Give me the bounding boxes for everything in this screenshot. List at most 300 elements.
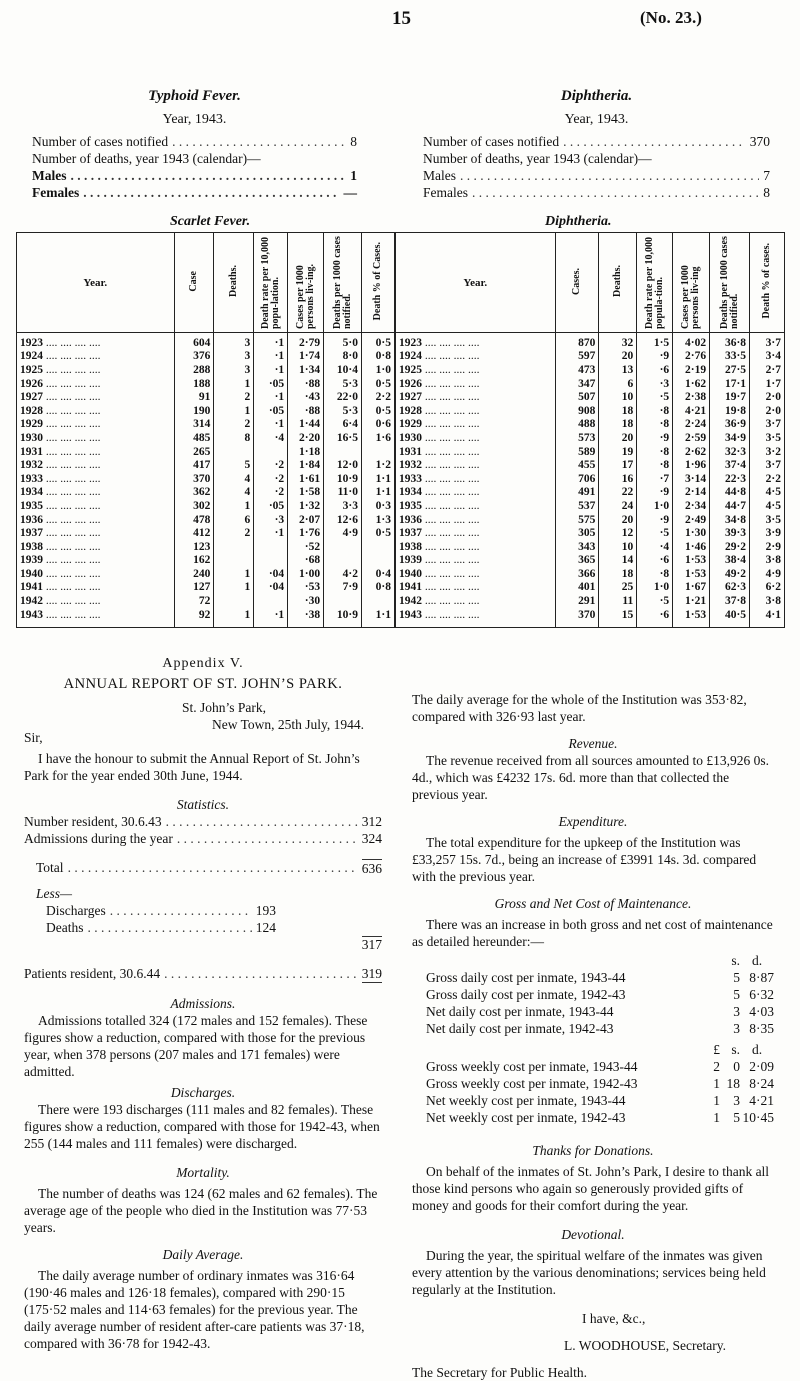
scarlet-cell: [17, 608, 175, 628]
scarlet-cell: [17, 377, 175, 391]
scarlet-cell: [17, 418, 175, 432]
scarlet-cell: 10·9: [324, 472, 362, 486]
diphtheria-cell: [396, 377, 556, 391]
diphtheria-cell: 19·8: [710, 404, 750, 418]
diphtheria-cell: ·6: [637, 608, 673, 628]
table-row: [396, 377, 785, 391]
diphtheria-cell: 19·7: [710, 390, 750, 404]
diphtheria-cell: [396, 581, 556, 595]
diphtheria-cell: 589: [555, 445, 599, 459]
table-row: [17, 581, 395, 595]
scarlet-header-label: Deaths per 1000 cases notified.: [331, 236, 353, 329]
scarlet-cell: [214, 540, 254, 554]
scarlet-cell: [17, 567, 175, 581]
table-row: [396, 581, 785, 595]
diphtheria-males-label: Males: [423, 168, 456, 183]
diphtheria-year: 1943: [399, 608, 422, 621]
table-row: [17, 390, 395, 404]
scarlet-cell: ·43: [288, 390, 324, 404]
scarlet-cell: 1·1: [362, 608, 395, 628]
scarlet-cell: 288: [174, 363, 214, 377]
scarlet-cell: 4: [214, 472, 254, 486]
scarlet-cell: [214, 445, 254, 459]
scarlet-cell: 1·34: [288, 363, 324, 377]
scarlet-cell: [362, 554, 395, 568]
address-line-1: St. John’s Park,: [182, 700, 267, 715]
table-row: [17, 554, 395, 568]
cost-pounds: 1: [713, 1076, 720, 1091]
scarlet-cell: 12·0: [324, 458, 362, 472]
diphtheria-cell: 573: [555, 431, 599, 445]
diphtheria-cell: 38·4: [710, 554, 750, 568]
diphtheria-cell: 1·30: [673, 526, 710, 540]
scarlet-year: 1936: [20, 513, 43, 526]
scarlet-cell: 0·4: [362, 567, 395, 581]
table-row: [396, 418, 785, 432]
diphtheria-cell: ·6: [637, 363, 673, 377]
scarlet-cell: 4: [214, 486, 254, 500]
diphtheria-cell: 2·76: [673, 350, 710, 364]
scarlet-cell: 1: [214, 404, 254, 418]
diphtheria-header-label: Cases per 1000 persons liv-ing: [680, 265, 702, 329]
cost-shillings: 5: [733, 970, 740, 985]
diphtheria-cell: [396, 363, 556, 377]
diphtheria-cell: ·9: [637, 350, 673, 364]
scarlet-cell: 302: [174, 499, 214, 513]
resident-end-value: 319: [361, 966, 382, 981]
table-row: [17, 594, 395, 608]
cost-row: [426, 1075, 774, 1092]
address-line-2: New Town, 25th July, 1944.: [212, 717, 365, 732]
scarlet-cell: 0·5: [362, 404, 395, 418]
diphtheria-cell: 49·2: [710, 567, 750, 581]
diphtheria-deaths-label: Number of deaths, year 1943 (calendar)—: [423, 151, 652, 166]
table-row: [396, 363, 785, 377]
diphtheria-cell: 1·53: [673, 567, 710, 581]
diphtheria-cell: 39·3: [710, 526, 750, 540]
diphtheria-year: 1939: [399, 554, 422, 567]
diphtheria-cell: 37·4: [710, 458, 750, 472]
scarlet-cell: [17, 363, 175, 377]
scarlet-cell: [17, 431, 175, 445]
table-row: [396, 540, 785, 554]
cost-shillings: 3: [733, 1093, 740, 1108]
scarlet-cell: [324, 445, 362, 459]
scarlet-cell: 376: [174, 350, 214, 364]
diphtheria-header-label: Cases.: [570, 267, 582, 295]
scarlet-year: 1937: [20, 527, 43, 540]
weekly-unit-d: d.: [751, 1042, 763, 1057]
statistics-heading: Statistics.: [176, 797, 230, 812]
diphtheria-cell: [396, 333, 556, 350]
daily-unit-s: s.: [731, 953, 740, 968]
diphtheria-cell: ·8: [637, 404, 673, 418]
addressee: The Secretary for Public Health.: [412, 1365, 588, 1380]
scarlet-cell: 2: [214, 526, 254, 540]
scarlet-cell: [17, 540, 175, 554]
diphtheria-cell: 537: [555, 499, 599, 513]
scarlet-cell: ·4: [254, 431, 288, 445]
cost-label: Gross weekly cost per inmate, 1942-43: [426, 1076, 638, 1091]
diphtheria-cell: 488: [555, 418, 599, 432]
table-row: [17, 363, 395, 377]
daily-unit-d: d.: [751, 953, 763, 968]
scarlet-cell: ·3: [254, 513, 288, 527]
diphtheria-cell: 2·24: [673, 418, 710, 432]
scarlet-cell: 162: [174, 554, 214, 568]
diphtheria-cell: 17·1: [710, 377, 750, 391]
diphtheria-cell: 22: [599, 486, 637, 500]
cost-pence: 4·21: [749, 1093, 774, 1108]
scarlet-cell: 0·5: [362, 377, 395, 391]
diphtheria-cell: 1·5: [637, 333, 673, 350]
diphtheria-header-row: [396, 233, 785, 333]
scarlet-cell: [17, 594, 175, 608]
cost-pence: 4·03: [749, 1004, 774, 1019]
diphtheria-cell: [396, 472, 556, 486]
diphtheria-year: 1925: [399, 363, 422, 376]
diphtheria-cell: 20: [599, 350, 637, 364]
total-label: Total: [36, 860, 64, 875]
scarlet-cell: ·1: [254, 390, 288, 404]
diphtheria-title: Diphtheria.: [560, 88, 633, 104]
page-number: 15: [392, 8, 411, 29]
scarlet-cell: 0·5: [362, 526, 395, 540]
typhoid-deaths-label: Number of deaths, year 1943 (calendar)—: [32, 151, 261, 166]
diphtheria-year: 1940: [399, 567, 422, 580]
diphtheria-cell: 3·4: [750, 350, 785, 364]
daily-average-heading: Daily Average.: [162, 1247, 244, 1262]
table-row: [17, 540, 395, 554]
discharges-heading: Discharges.: [170, 1085, 236, 1100]
table-row: [396, 608, 785, 628]
scarlet-cell: [17, 458, 175, 472]
diphtheria-header-2: [599, 233, 637, 333]
cost-shillings: 18: [726, 1076, 740, 1091]
diphtheria-cell: 343: [555, 540, 599, 554]
diphtheria-cell: [396, 404, 556, 418]
diphtheria-cell: [396, 431, 556, 445]
resident-start-value: 312: [361, 814, 382, 829]
scarlet-cell: [324, 594, 362, 608]
table-row: [17, 404, 395, 418]
diphtheria-cell: 24: [599, 499, 637, 513]
scarlet-year: 1932: [20, 459, 43, 472]
scarlet-year: 1938: [20, 540, 43, 553]
scarlet-cell: 3: [214, 363, 254, 377]
scarlet-cell: 127: [174, 581, 214, 595]
deaths-value: 124: [255, 920, 276, 935]
table-row: [17, 513, 395, 527]
diphtheria-cell: 27·5: [710, 363, 750, 377]
diphtheria-cell: 37·8: [710, 594, 750, 608]
diphtheria-cell: 1·67: [673, 581, 710, 595]
diphtheria-header-label: Deaths per 1000 cases notified.: [718, 236, 740, 329]
diphtheria-cell: ·8: [637, 445, 673, 459]
table-row: [17, 458, 395, 472]
diphtheria-cell: 12: [599, 526, 637, 540]
diphtheria-cell: 3·7: [750, 333, 785, 350]
scarlet-cell: ·1: [254, 608, 288, 628]
diphtheria-cell: [396, 594, 556, 608]
diphtheria-cell: 507: [555, 390, 599, 404]
scarlet-cell: 485: [174, 431, 214, 445]
diphtheria-cell: [396, 499, 556, 513]
scarlet-cell: [17, 333, 175, 350]
cost-shillings: 5: [733, 987, 740, 1002]
diphtheria-year: 1937: [399, 527, 422, 540]
cost-pence: 6·32: [749, 987, 774, 1002]
scarlet-year: 1934: [20, 486, 43, 499]
diphtheria-cell: 32·3: [710, 445, 750, 459]
scarlet-cell: 2·79: [288, 333, 324, 350]
diphtheria-cell: [396, 526, 556, 540]
scarlet-cell: ·88: [288, 377, 324, 391]
diphtheria-table-title: Diphtheria.: [545, 214, 612, 229]
scarlet-cell: [324, 540, 362, 554]
scarlet-cell: 5: [214, 458, 254, 472]
expenditure-heading: Expenditure.: [558, 814, 628, 829]
scarlet-cell: 1: [214, 567, 254, 581]
diphtheria-cell: 3·5: [750, 431, 785, 445]
diphtheria-cell: 44·8: [710, 486, 750, 500]
table-row: [17, 608, 395, 628]
diphtheria-cell: 1·53: [673, 608, 710, 628]
scarlet-cell: 362: [174, 486, 214, 500]
diphtheria-cell: 1·0: [637, 499, 673, 513]
diphtheria-year: 1938: [399, 540, 422, 553]
resident-end-label: Patients resident, 30.6.44: [24, 966, 161, 981]
diphtheria-cell: 34·8: [710, 513, 750, 527]
cost-pence: 2·09: [749, 1059, 774, 1074]
diphtheria-females-label: Females: [423, 185, 468, 200]
diphtheria-cell: [396, 608, 556, 628]
diphtheria-cell: 29·2: [710, 540, 750, 554]
table-row: [396, 567, 785, 581]
table-row: [396, 404, 785, 418]
scarlet-cell: 412: [174, 526, 214, 540]
scarlet-year: 1923: [20, 336, 43, 349]
cost-label: Net weekly cost per inmate, 1943-44: [426, 1093, 626, 1108]
cost-shillings: 3: [733, 1004, 740, 1019]
diphtheria-cell: 44·7: [710, 499, 750, 513]
table-row: [17, 350, 395, 364]
diphtheria-cell: 370: [555, 608, 599, 628]
diphtheria-year: 1924: [399, 350, 422, 363]
diphtheria-cell: 3·7: [750, 418, 785, 432]
diphtheria-cell: 2·19: [673, 363, 710, 377]
diphtheria-cell: 22·3: [710, 472, 750, 486]
diphtheria-cell: 10: [599, 540, 637, 554]
scarlet-cell: 0·5: [362, 333, 395, 350]
diphtheria-cell: 575: [555, 513, 599, 527]
resident-start-label: Number resident, 30.6.43: [24, 814, 162, 829]
diphtheria-cell: ·9: [637, 486, 673, 500]
mortality-paragraph: The number of deaths was 124 (62 males and 62 females). The average age of the people who died in the Institution was 77·53 years.: [24, 1186, 378, 1235]
scarlet-table-title: Scarlet Fever.: [170, 214, 251, 229]
table-row: [396, 513, 785, 527]
scarlet-header-label: Death % of Cases.: [372, 241, 383, 321]
scarlet-cell: ·68: [288, 554, 324, 568]
cost-label: Net daily cost per inmate, 1942-43: [426, 1021, 614, 1036]
diphtheria-cell: 366: [555, 567, 599, 581]
typhoid-females-label: Females: [32, 185, 80, 200]
admissions-label: Admissions during the year: [24, 831, 173, 846]
diphtheria-cell: 1·62: [673, 377, 710, 391]
cost-row: [426, 969, 774, 986]
diphtheria-cell: 3·2: [750, 445, 785, 459]
diphtheria-header-label: Death rate per 10,000 popula-tion.: [643, 236, 665, 329]
typhoid-title: Typhoid Fever.: [148, 88, 241, 104]
diphtheria-cell: 3·8: [750, 554, 785, 568]
diphtheria-cell: [396, 350, 556, 364]
scarlet-year: 1935: [20, 499, 43, 512]
diphtheria-cell: 13: [599, 363, 637, 377]
scarlet-cell: [214, 554, 254, 568]
table-row: [396, 390, 785, 404]
diphtheria-cell: 3·9: [750, 526, 785, 540]
diphtheria-cell: 908: [555, 404, 599, 418]
cost-row: [426, 1109, 774, 1126]
salutation: Sir,: [24, 730, 43, 745]
diphtheria-year: 1928: [399, 404, 422, 417]
table-row: [396, 554, 785, 568]
table-row: [396, 594, 785, 608]
scarlet-cell: 3: [214, 350, 254, 364]
diphtheria-cell: 4·5: [750, 486, 785, 500]
diphtheria-cell: ·9: [637, 431, 673, 445]
diphtheria-year: 1934: [399, 486, 422, 499]
scarlet-cell: 0·3: [362, 499, 395, 513]
scarlet-cell: 3·3: [324, 499, 362, 513]
scarlet-cell: 8·0: [324, 350, 362, 364]
cost-pence: 8·87: [749, 970, 774, 985]
diphtheria-cell: 34·9: [710, 431, 750, 445]
mortality-heading: Mortality.: [176, 1165, 230, 1180]
admissions-value: 324: [361, 831, 382, 846]
diphtheria-cell: ·9: [637, 513, 673, 527]
devotional-heading: Devotional.: [561, 1227, 625, 1242]
cost-pence: 8·35: [749, 1021, 774, 1036]
diphtheria-cell: 4·9: [750, 567, 785, 581]
diphtheria-cell: 3·5: [750, 513, 785, 527]
diphtheria-cell: 20: [599, 513, 637, 527]
scarlet-cell: [17, 472, 175, 486]
diphtheria-cell: 4·02: [673, 333, 710, 350]
scarlet-cell: 370: [174, 472, 214, 486]
cost-pounds: 1: [713, 1093, 720, 1108]
scarlet-cell: 11·0: [324, 486, 362, 500]
diphtheria-cell: 62·3: [710, 581, 750, 595]
cost-label: Gross weekly cost per inmate, 1943-44: [426, 1059, 638, 1074]
diphtheria-year: 1936: [399, 513, 422, 526]
table-row: [17, 526, 395, 540]
scarlet-year: 1924: [20, 350, 43, 363]
scarlet-cell: 0·8: [362, 350, 395, 364]
diphtheria-cell: [396, 513, 556, 527]
scarlet-cell: [17, 486, 175, 500]
scarlet-cell: 1·18: [288, 445, 324, 459]
appendix-heading: Appendix V.: [162, 656, 244, 671]
scarlet-cell: 188: [174, 377, 214, 391]
discharges-paragraph: There were 193 discharges (111 males and 82 females). These figures show a reduction, compared with those for 1942-43, when 255 (144 males and 111 females) were discharged.: [24, 1102, 380, 1151]
diphtheria-cell: 491: [555, 486, 599, 500]
scarlet-fever-table: [16, 232, 395, 628]
cost-shillings: 5: [733, 1110, 740, 1125]
scarlet-cell: 1·2: [362, 458, 395, 472]
scarlet-year: 1941: [20, 581, 43, 594]
diphtheria-cell: ·5: [637, 526, 673, 540]
diphtheria-cell: 2·7: [750, 363, 785, 377]
cost-row: [426, 1003, 774, 1020]
diphtheria-year: 1926: [399, 377, 422, 390]
table-row: [396, 472, 785, 486]
diphtheria-cell: [396, 554, 556, 568]
scarlet-cell: 1·32: [288, 499, 324, 513]
diphtheria-females-value: 8: [763, 185, 770, 200]
diphtheria-cell: ·4: [637, 540, 673, 554]
diphtheria-cell: 473: [555, 363, 599, 377]
scarlet-cell: [254, 540, 288, 554]
scarlet-cell: 2: [214, 418, 254, 432]
cost-pounds: 2: [713, 1059, 720, 1074]
scarlet-cell: 478: [174, 513, 214, 527]
scarlet-year: 1927: [20, 391, 43, 404]
scarlet-cell: [17, 390, 175, 404]
scarlet-cell: 2·2: [362, 390, 395, 404]
scarlet-cell: [17, 554, 175, 568]
scarlet-cell: 123: [174, 540, 214, 554]
scarlet-header-1: [174, 233, 214, 333]
diphtheria-cases-value: 370: [749, 134, 770, 149]
diphtheria-cell: 2·62: [673, 445, 710, 459]
cost-label: Net daily cost per inmate, 1943-44: [426, 1004, 614, 1019]
diphtheria-year: 1933: [399, 472, 422, 485]
scarlet-cell: 1·6: [362, 431, 395, 445]
scarlet-cell: ·05: [254, 499, 288, 513]
diphtheria-cell: 4·5: [750, 499, 785, 513]
diphtheria-cell: 2·38: [673, 390, 710, 404]
gross-net-paragraph: There was an increase in both gross and net cost of maintenance as detailed hereunder:—: [412, 917, 773, 949]
diphtheria-year: 1923: [399, 336, 422, 349]
diphtheria-cell: 2·9: [750, 540, 785, 554]
scarlet-cell: ·53: [288, 581, 324, 595]
diphtheria-year: Year, 1943.: [564, 112, 629, 127]
scarlet-year: 1931: [20, 445, 43, 458]
scarlet-cell: ·1: [254, 526, 288, 540]
scarlet-year: 1940: [20, 567, 43, 580]
diphtheria-males-value: 7: [763, 168, 770, 183]
diphtheria-cell: 33·5: [710, 350, 750, 364]
table-row: [396, 445, 785, 459]
diphtheria-year: 1941: [399, 581, 422, 594]
cost-pence: 8·24: [749, 1076, 774, 1091]
scarlet-cell: [362, 445, 395, 459]
table-row: [396, 526, 785, 540]
scarlet-cell: 6·4: [324, 418, 362, 432]
scarlet-cell: [254, 594, 288, 608]
scarlet-cell: 12·6: [324, 513, 362, 527]
diphtheria-cell: 11: [599, 594, 637, 608]
scarlet-cell: [17, 404, 175, 418]
closing: I have, &c.,: [582, 1311, 646, 1326]
diphtheria-cell: 347: [555, 377, 599, 391]
diphtheria-year: 1942: [399, 595, 422, 608]
scarlet-cell: ·04: [254, 581, 288, 595]
diphtheria-table: [395, 232, 785, 628]
scarlet-cell: 1·58: [288, 486, 324, 500]
scarlet-cell: [17, 526, 175, 540]
